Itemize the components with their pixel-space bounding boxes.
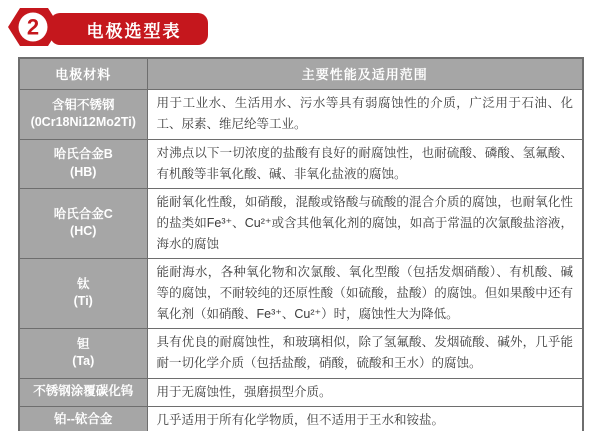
material-cell xyxy=(19,258,147,328)
column-header-material: 电极材料 xyxy=(19,58,147,89)
table-row xyxy=(19,258,583,328)
material-name: 铂--铱合金 xyxy=(54,412,113,427)
table-header-row xyxy=(19,58,583,89)
table-row xyxy=(19,406,583,431)
material-cell xyxy=(19,378,147,406)
table-row xyxy=(19,188,583,258)
column-header-performance: 主要性能及适用范围 xyxy=(147,58,583,89)
section-title-banner xyxy=(50,13,208,45)
description-cell: 能耐氧化性酸，如硝酸，混酸或铬酸与硫酸的混合介质的腐蚀，也耐氧化性的盐类如Fe³⁺、Cu²⁺或含其他氧化剂的腐蚀，如高于常温的次氯酸盐溶液，海水的腐蚀 xyxy=(147,188,583,258)
description-cell: 对沸点以下一切浓度的盐酸有良好的耐腐蚀性，也耐硫酸、磷酸、氢氟酸、有机酸等非氧化酸、碱、非氧化盐液的腐蚀。 xyxy=(147,139,583,188)
badge-number: 2 xyxy=(26,14,40,40)
material-cell xyxy=(19,406,147,431)
material-formula: (Ti) xyxy=(73,294,93,308)
table-row xyxy=(19,378,583,406)
description-cell: 用于工业水、生活用水、污水等具有弱腐蚀性的介质，广泛用于石油、化工、尿素、维尼纶等工业。 xyxy=(147,89,583,139)
material-cell xyxy=(19,188,147,258)
description-cell: 能耐海水，各种氧化物和次氯酸、氧化型酸（包括发烟硝酸）、有机酸、碱等的腐蚀，不耐较纯的还原性酸（如硫酸，盐酸）的腐蚀。但如果酸中还有氧化剂（如硝酸、Fe³⁺、Cu²⁺）时，腐蚀性大为降低。 xyxy=(147,258,583,328)
description-cell: 具有优良的耐腐蚀性，和玻璃相似，除了氢氟酸、发烟硫酸、碱外，几乎能耐一切化学介质（包括盐酸，硝酸，硫酸和王水）的腐蚀。 xyxy=(147,328,583,378)
section-title: 电极选型表 xyxy=(86,21,182,41)
material-name: 哈氏合金B xyxy=(53,147,113,161)
material-cell xyxy=(19,139,147,188)
material-cell xyxy=(19,328,147,378)
material-name: 含钼不锈钢 xyxy=(51,97,115,112)
number-badge-hexagon-icon xyxy=(8,7,60,47)
material-formula: (0Cr18Ni12Mo2Ti) xyxy=(30,115,136,129)
electrode-selection-table xyxy=(18,57,584,431)
electrode-table-container xyxy=(18,57,584,431)
material-formula: (Ta) xyxy=(72,354,95,368)
material-name: 哈氏合金C xyxy=(53,206,113,221)
material-name: 钽 xyxy=(76,336,90,351)
material-formula: (HB) xyxy=(70,164,97,179)
material-name: 钛 xyxy=(76,276,90,291)
table-row xyxy=(19,89,583,139)
material-formula: (HC) xyxy=(70,224,97,238)
description-cell: 用于无腐蚀性，强磨损型介质。 xyxy=(147,378,583,406)
page-header xyxy=(0,0,600,56)
table-row xyxy=(19,328,583,378)
material-cell xyxy=(19,89,147,139)
material-name: 不锈钢涂覆碳化钨 xyxy=(33,384,134,399)
description-cell: 几乎适用于所有化学物质，但不适用于王水和铵盐。 xyxy=(147,406,583,431)
table-row xyxy=(19,139,583,188)
